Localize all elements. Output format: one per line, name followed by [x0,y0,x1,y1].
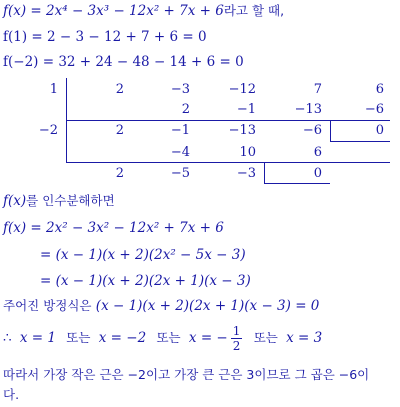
coef-r1-c4: 7 [313,82,322,97]
coef-r4-c4: 6 [313,145,322,160]
roots-line [3,322,322,354]
factorization-line-3: = (x − 1)(x + 2)(2x + 1)(x − 3) [40,273,251,289]
quotient-c1: 2 [115,166,124,181]
coef-r1-c5: 6 [375,82,384,97]
remainder-box-1-bottom [330,141,390,142]
conclusion-line-1: 따라서 가장 작은 근은 −2이고 가장 큰 근은 3이므로 그 곱은 −6이 [3,367,370,382]
polynomial-definition: f(x) = 2x⁴ − 3x³ − 12x² + 7x + 6 [3,3,224,19]
coef-r4-c2: −4 [170,145,190,160]
or-3: 또는 [253,330,278,345]
coef-r1-c1: 2 [115,82,124,97]
remainder-box-2-bottom [264,183,330,184]
coef-r2-c5: −6 [364,102,384,117]
coef-r3-c1: 2 [115,123,124,138]
factorization-line-1: f(x) = 2x² − 3x² − 12x² + 7x + 6 [3,220,224,236]
evaluation-f-1: f(1) = 2 − 3 − 12 + 7 + 6 = 0 [3,29,207,45]
table-hline-2 [66,162,390,163]
remainder-1: 0 [375,123,384,138]
fraction-one-half [231,324,243,353]
coef-r3-c2: −1 [170,123,190,138]
coef-r2-c2: 2 [181,102,190,117]
coef-r3-c4: −6 [302,123,322,138]
divisor-root-2: −2 [38,123,58,138]
evaluation-f-minus-2: f(−2) = 32 + 24 − 48 − 14 + 6 = 0 [3,54,244,70]
given-equation [3,297,319,315]
quotient-c3: −3 [236,166,256,181]
or-1: 또는 [66,330,91,345]
given-equation-label: 주어진 방정식은 [3,298,92,313]
fraction-denominator: 2 [232,339,241,353]
conclusion-line-2: 다. [3,387,20,402]
therefore-symbol: ∴ [3,330,12,346]
coef-r1-c2: −3 [170,82,190,97]
factor-intro-expr: f(x) [3,193,27,209]
root-3-lhs: x = − [188,330,228,346]
root-2: x = −2 [98,330,147,346]
coef-r1-c3: −12 [228,82,256,97]
factorization-line-2: = (x − 1)(x + 2)(2x² − 5x − 3) [40,247,246,263]
fraction-numerator: 1 [232,324,241,338]
table-hline-1 [66,120,390,121]
coef-r4-c3: 10 [239,145,256,160]
coef-r2-c4: −13 [294,102,322,117]
quotient-c2: −5 [170,166,190,181]
root-4: x = 3 [286,330,323,346]
coef-r3-c3: −13 [228,123,256,138]
statement-suffix: 라고 할 때, [223,3,285,18]
remainder-2: 0 [313,166,322,181]
divisor-root-1: 1 [49,82,58,97]
remainder-box-1-left [330,120,331,141]
factor-intro-text: 를 인수분해하면 [26,193,115,208]
given-equation-expr: (x − 1)(x + 2)(2x + 1)(x − 3) = 0 [95,298,320,314]
or-2: 또는 [156,330,181,345]
coef-r2-c3: −1 [236,102,256,117]
problem-statement [3,2,284,20]
remainder-box-2-left [264,162,265,183]
factor-intro [3,192,115,210]
root-1: x = 1 [19,330,56,346]
